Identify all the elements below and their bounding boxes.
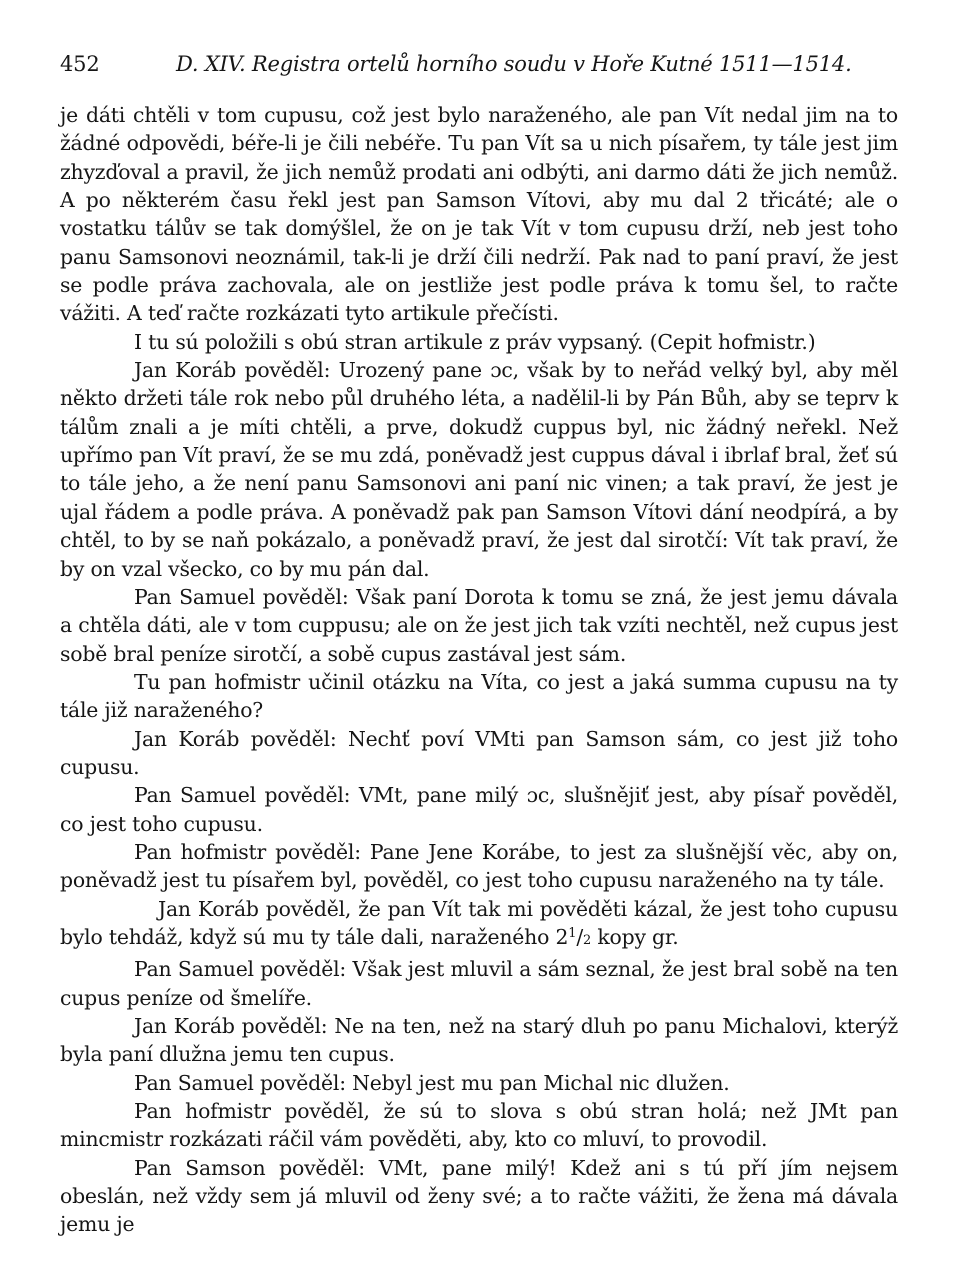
fraction-numerator: 1 <box>568 925 577 941</box>
paragraph: Jan Koráb pověděl: Nechť poví VMti pan Samson sám, co jest již toho cupusu. <box>60 726 898 779</box>
fraction-denominator: 2 <box>583 932 592 948</box>
paragraph: I tu sú položili s obú stran artikule z práv vypsaný. (Cepit hofmistr.) <box>134 329 816 354</box>
paragraph: Pan Samuel pověděl: VMt, pane milý ɔc, slušnějiť jest, aby písař pověděl, co jest toho cupusu. <box>60 783 898 836</box>
paragraph-text: kopy gr. <box>591 924 679 949</box>
paragraph <box>60 895 898 956</box>
paragraph: Tu pan hofmistr učinil otázku na Víta, co jest a jaká summa cupusu na ty tále již naraženého? <box>60 669 898 723</box>
paragraph: Pan Samuel pověděl: Však paní Dorota k tomu se zná, že jest jemu dávala a chtěla dáti, ale v tom cuppusu; ale on že jest jich tak vzíti nechtěl, než cupus jest sobě bral peníze sirotčí, a sobě cupus zastával jest sám. <box>60 584 898 666</box>
paragraph: Pan Samuel pověděl: Nebyl jest mu pan Michal nic dlužen. <box>134 1070 730 1095</box>
paragraph-text: Jan Koráb pověděl, že pan Vít tak mi pověděti kázal, že jest toho cupusu bylo tehdáž, když sú mu ty tále dali, naraženého 2 <box>60 896 898 949</box>
paragraph: Jan Koráb pověděl: Ne na ten, než na starý dluh po panu Michalovi, kterýž byla paní dlužna jemu ten cupus. <box>60 1014 898 1067</box>
paragraph: Pan Samuel pověděl: Však jest mluvil a sám seznal, že jest bral sobě na ten cupus peníze od šmelíře. <box>60 957 898 1010</box>
paragraph: Pan Samson pověděl: VMt, pane milý! Kdež ani s tú pří jím nejsem obeslán, než vždy sem já mluvil od ženy své; a to račte vážiti, že žena má dávala jemu je <box>60 1155 898 1237</box>
paragraph: Pan hofmistr pověděl: Pane Jene Korábe, to jest za slušnější věc, aby on, poněvadž jest tu písařem byl, pověděl, co jest toho cupusu naraženého na ty tále. <box>60 839 898 893</box>
paragraph: Pan hofmistr pověděl, že sú to slova s obú stran holá; než JMt pan mincmistr rozkázati ráčil vám pověděti, aby, kto co mluví, to provodil. <box>60 1099 898 1152</box>
body-text <box>60 101 898 1239</box>
paragraph: je dáti chtěli v tom cupusu, což jest bylo naraženého, ale pan Vít nedal jim na to žádné odpovědi, béře-li je čili nebéře. Tu pan Vít sa u nich písařem, ty tále jest jim zhyzďoval a pravil, že jich nemůž prodati ani odbýti, ani darmo dáti že jich nemůž. A po některém času řekl jest pan Samson Vítovi, aby mu dal 2 třicáté; ale o vostatku tálův se tak domýšlel, že on je tak Vít v tom cupusu drží, neb jest toho panu Samsonovi neoznámil, tak-li je drží čili nedrží. Pak nad to paní praví, že jest se podle práva zachovala, ale on jestliže jest podle práva k tomu šel, to račte vážiti. A teď račte rozkázati tyto artikule přečísti. <box>60 103 898 326</box>
page-number: 452 <box>60 52 100 76</box>
page-header <box>60 52 900 86</box>
fraction-slash: / <box>576 924 583 949</box>
paragraph: Jan Koráb pověděl: Urozený pane ɔc, však by to neřád velký byl, aby měl někto držeti tále rok nebo půl druhého léta, a nadělil-li by Pán Bůh, aby se teprv k tálům znali a je míti chtěli, a prve, dokudž cuppus byl, nic žádný neřekl. Než upřímo pan Vít praví, že se mu zdá, poněvadž jest cuppus dával i ibrlaf bral, žeť sú to tále jeho, a že není panu Samsonovi ani paní nic vinen; a tak praví, že jest je ujal řádem a podle práva. A poněvadž pak pan Samson Vítovi dání neodpírá, a by chtěl, to by se naň pokázalo, a poněvadž praví, že jest dal sirotčí: Vít tak praví, že by on vzal všecko, co by mu pán dal. <box>60 358 898 581</box>
running-title: D. XIV. Registra ortelů horního soudu v Hoře Kutné 1511—1514. <box>176 52 852 76</box>
